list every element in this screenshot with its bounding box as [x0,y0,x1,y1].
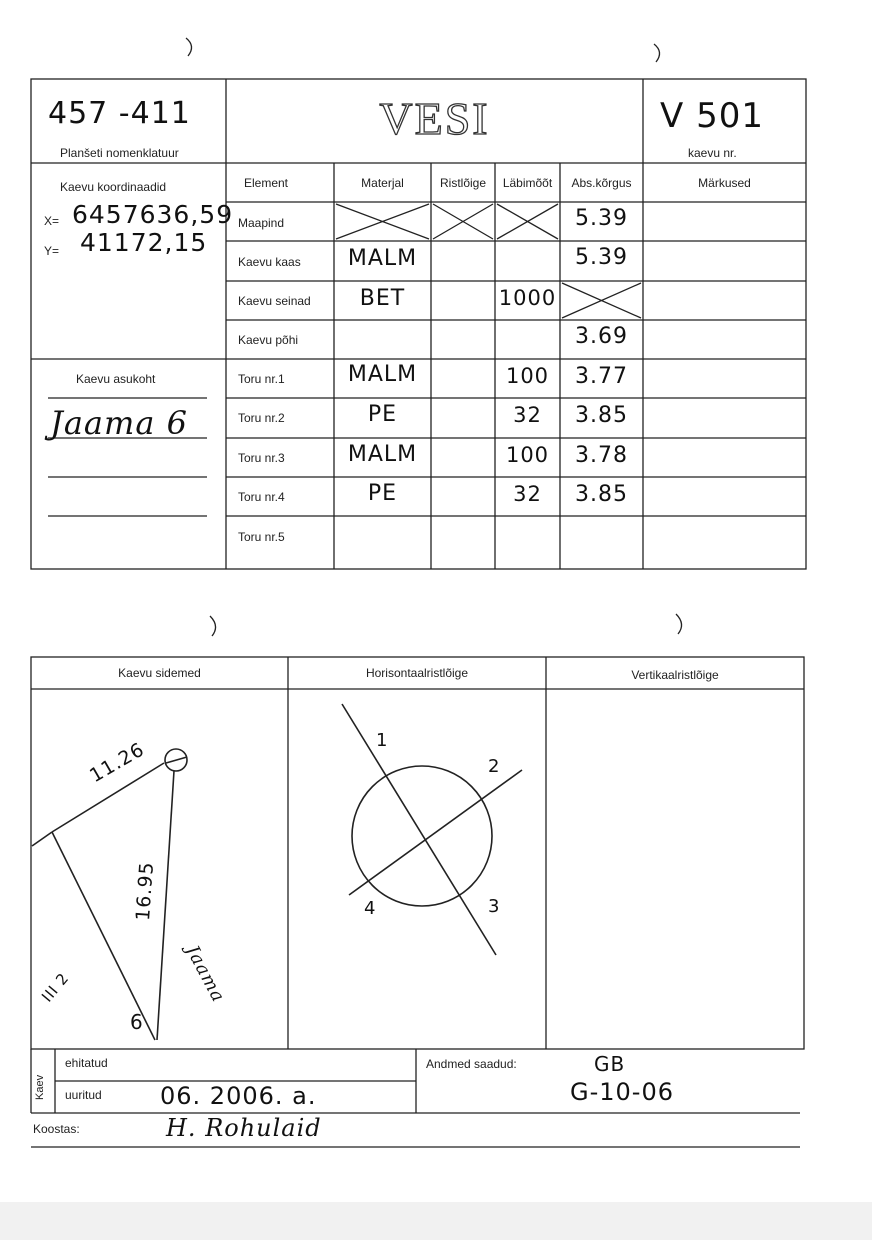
row-element: Kaevu seinad [238,294,311,308]
y-value: 41172,15 [80,228,208,257]
pipe-number: 2 [488,756,501,777]
links-label: Kaevu sidemed [118,666,201,680]
row-elevation: 5.39 [575,245,628,270]
location-label: Kaevu asukoht [76,372,156,386]
row-diameter: 100 [505,364,550,388]
row-diameter: 32 [513,482,542,506]
col-cross-section: Ristlõige [439,176,487,190]
plansheet-number: 457 -411 [48,96,191,131]
well-number-label: kaevu nr. [688,146,737,160]
street-label: Jaama [181,942,229,1007]
vertical-section-label: Vertikaalristlõige [631,668,719,682]
row-elevation: 5.39 [575,206,628,231]
punch-mark [210,616,216,636]
y-label: Y= [44,244,60,258]
row-elevation: 3.85 [575,403,628,428]
col-diameter: Läbimõõt [502,176,553,190]
compiled-signature: H. Rohulaid [166,1114,322,1142]
building-number: 6 [130,1010,144,1034]
col-remarks: Märkused [698,176,751,190]
row-elevation: 3.69 [575,324,628,349]
row-diameter: 32 [513,403,542,427]
row-material: MALM [347,362,418,387]
col-material: Materjal [361,176,404,190]
row-element: Toru nr.4 [238,490,285,504]
horizontal-section-label: Horisontaalristlõige [365,666,469,680]
row-diameter: 100 [505,443,550,467]
row-element: Kaevu kaas [238,255,301,269]
row-elevation: 3.78 [575,443,628,468]
bottom-card-border [31,657,804,1049]
built-label: ehitatud [65,1056,108,1070]
x-label: X= [44,214,60,228]
surveyed-value: 06. 2006. a. [160,1082,317,1110]
row-elevation: 3.85 [575,482,628,507]
row-element: Kaevu põhi [238,333,299,347]
compiled-label: Koostas: [33,1122,80,1136]
plansheet-label: Planšeti nomenklatuur [60,146,179,160]
data-received-label: Andmed saadud: [426,1057,517,1071]
data-received-value: GB [594,1052,626,1076]
distance-label: 11.26 [86,738,149,788]
punch-mark [654,44,660,62]
row-material: MALM [347,442,418,467]
row-diameter: 1000 [498,286,557,310]
distance-label: 16.95 [132,860,159,922]
row-element: Toru nr.5 [238,530,285,544]
location-value: Jaama 6 [50,404,188,442]
pipe-number: 3 [488,896,501,917]
col-elevation: Abs.kõrgus [571,176,632,190]
form-title: VESI [379,93,490,144]
punch-mark [676,614,682,634]
surveyed-label: uuritud [65,1088,102,1102]
row-element: Maapind [238,216,285,230]
pipe-number: 1 [376,730,389,751]
parcel-label: III 2 [38,969,73,1006]
col-element: Element [243,176,289,190]
punch-mark [186,38,192,56]
row-material: BET [359,286,406,311]
row-material: PE [367,481,398,506]
side-label: Kaev [34,1074,46,1100]
scan-edge [0,1202,872,1240]
data-received-value: G-10-06 [570,1078,674,1106]
pipe-number: 4 [364,898,377,919]
row-material: PE [367,402,398,427]
row-element: Toru nr.1 [238,372,285,386]
well-number: V 501 [660,96,764,136]
coords-label: Kaevu koordinaadid [60,180,167,194]
x-value: 6457636,59 [72,200,234,229]
row-element: Toru nr.2 [238,411,285,425]
row-material: MALM [347,246,418,271]
row-elevation: 3.77 [575,364,628,389]
row-element: Toru nr.3 [238,451,285,465]
